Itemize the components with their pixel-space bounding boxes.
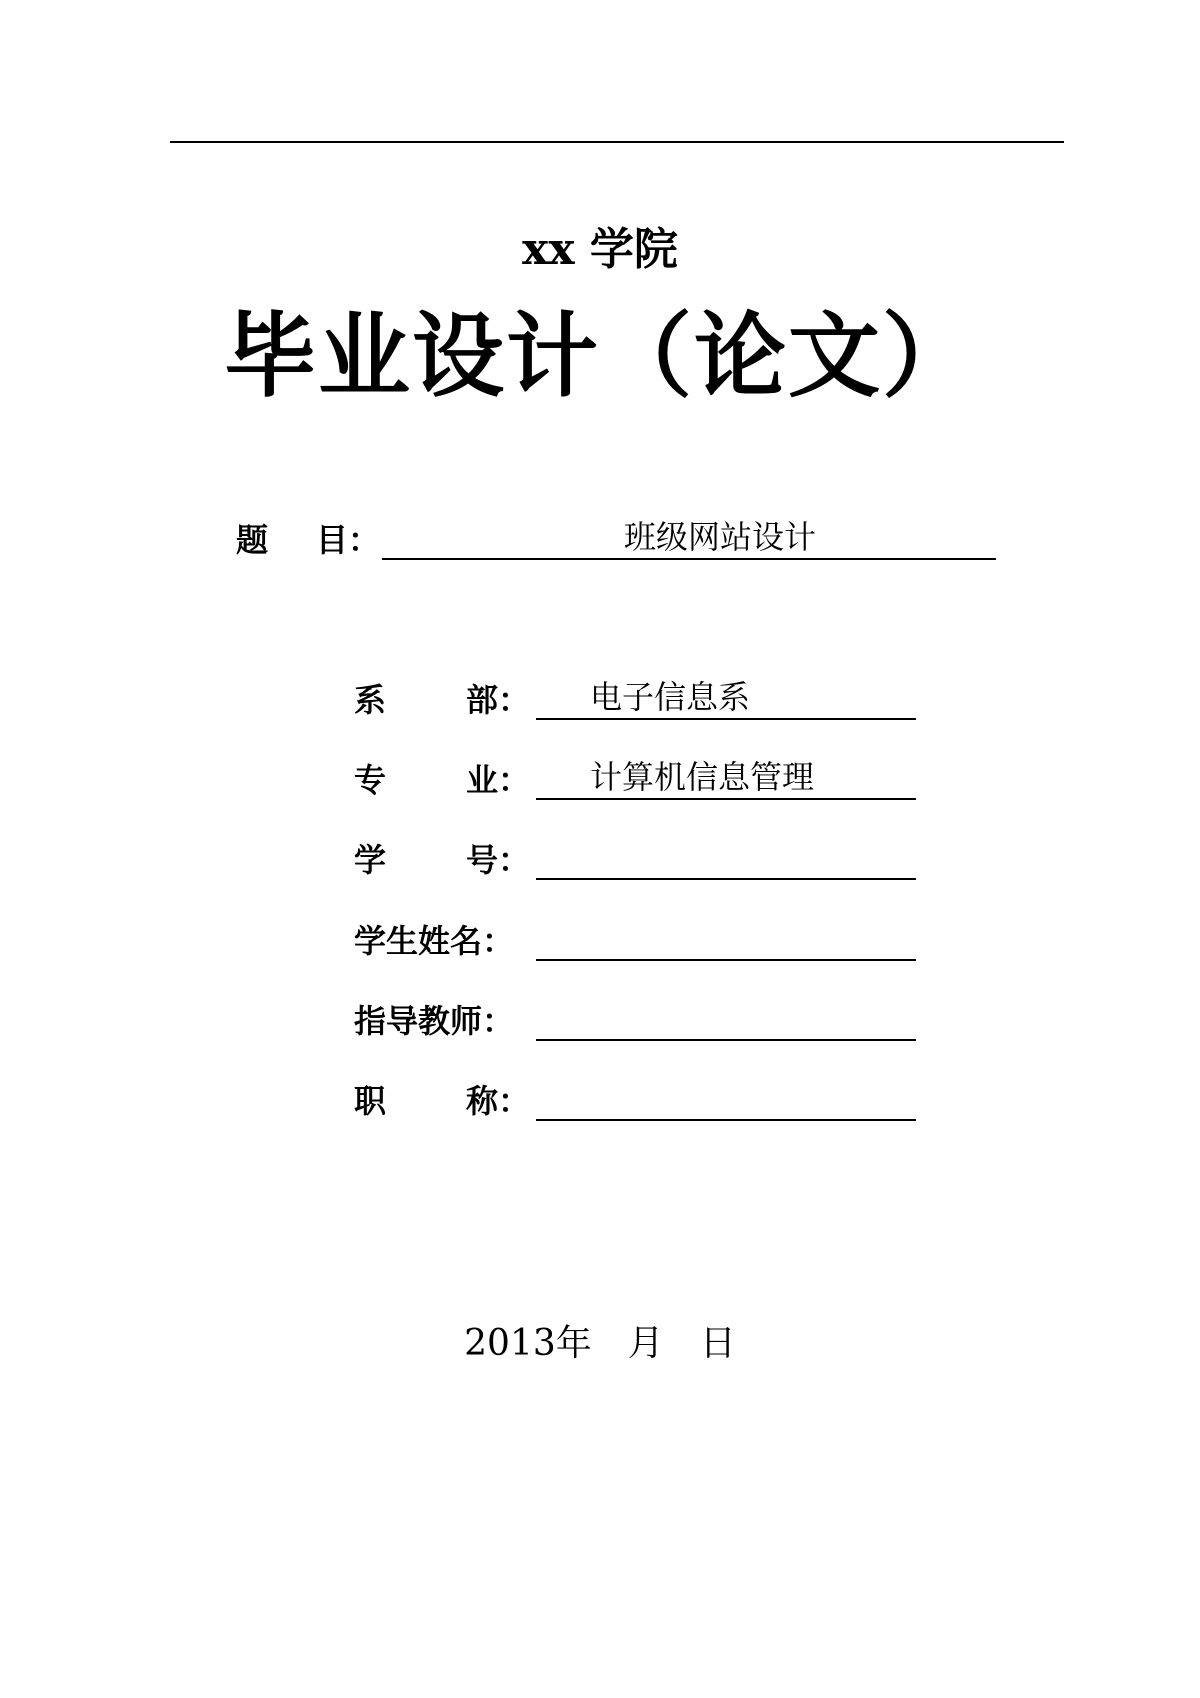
student-id-field[interactable] <box>536 840 916 880</box>
major-value: 计算机信息管理 <box>590 758 815 796</box>
topic-value: 班级网站设计 <box>624 518 817 556</box>
student-name-row <box>354 917 916 961</box>
student-name-label: 学生姓名： <box>354 922 515 960</box>
school-name: xx 学院 <box>522 224 678 275</box>
header-rule <box>170 141 1064 143</box>
department-value: 电子信息系 <box>590 678 751 716</box>
rank-row <box>354 1077 916 1121</box>
department-label: 系 部： <box>354 681 531 719</box>
student-name-field[interactable] <box>536 921 916 961</box>
topic-label: 题 目： <box>236 521 381 559</box>
date-month-char: 月 <box>627 1323 664 1364</box>
major-row <box>354 756 916 800</box>
topic-field[interactable] <box>382 520 996 560</box>
submission-date <box>0 1320 1200 1368</box>
advisor-label: 指导教师： <box>354 1002 515 1040</box>
student-id-label: 学 号： <box>354 841 531 879</box>
thesis-title: 毕业设计（论文） <box>223 302 976 410</box>
date-year: 2013 <box>464 1323 556 1364</box>
department-field[interactable] <box>536 680 916 720</box>
date-day-char: 日 <box>699 1323 736 1364</box>
major-label: 专 业： <box>354 761 531 799</box>
advisor-field[interactable] <box>536 1001 916 1041</box>
student-id-row <box>354 836 916 880</box>
rank-label: 职 称： <box>354 1082 531 1120</box>
rank-field[interactable] <box>536 1081 916 1121</box>
date-year-char: 年 <box>555 1323 592 1364</box>
advisor-row <box>354 997 916 1041</box>
topic-row <box>236 516 996 560</box>
department-row <box>354 676 916 720</box>
major-field[interactable] <box>536 760 916 800</box>
